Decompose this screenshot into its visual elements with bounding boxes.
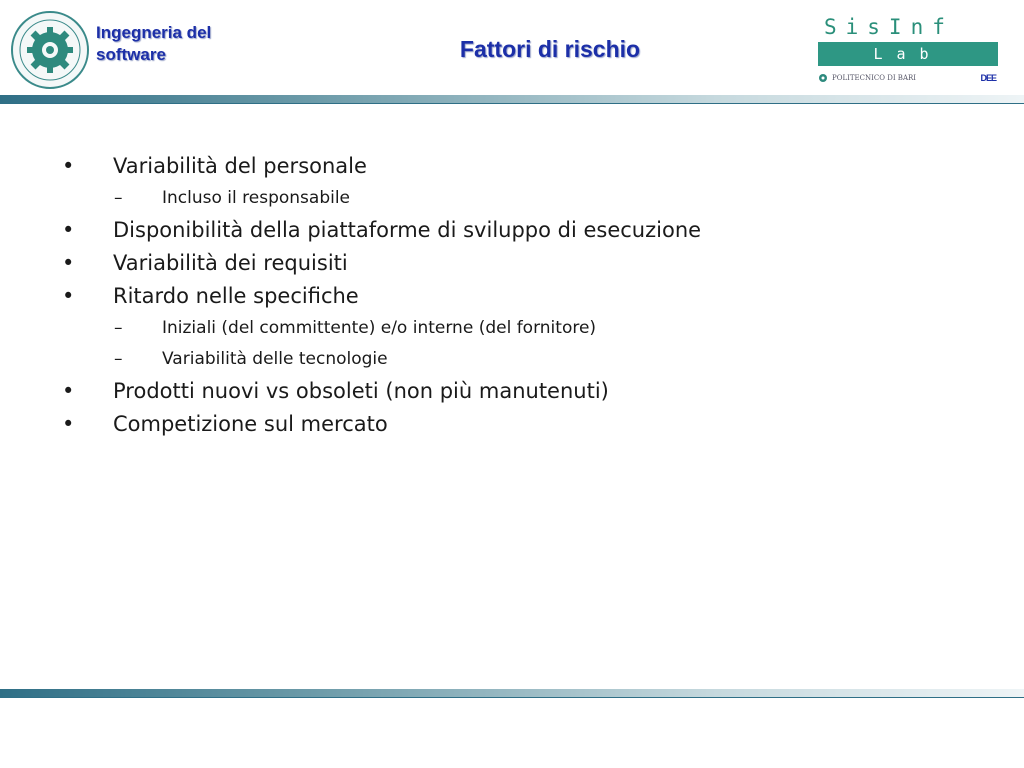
dash-marker: – <box>114 188 123 208</box>
university-seal-logo <box>10 10 90 90</box>
bullet-marker: • <box>62 218 75 242</box>
bullet-marker: • <box>62 251 75 275</box>
slide-title: Fattori di rischio <box>459 36 641 62</box>
sub-bullet-item <box>0 313 1024 344</box>
bullet-marker: • <box>62 284 75 308</box>
bullet-text: Competizione sul mercato <box>113 412 388 436</box>
dash-marker: – <box>114 349 123 369</box>
lab-logo-footer <box>818 72 998 84</box>
sub-bullet-text: Iniziali (del committente) e/o interne (del fornitore) <box>162 318 597 338</box>
bullet-item <box>0 247 1024 280</box>
bullet-item <box>0 214 1024 247</box>
sub-bullet-text: Incluso il responsabile <box>162 188 351 208</box>
slide-content-list <box>0 150 1024 441</box>
dee-logo: DEE <box>980 73 996 83</box>
sub-bullet-item <box>0 183 1024 214</box>
sub-bullet-text: Variabilità delle tecnologie <box>162 349 388 369</box>
bullet-marker: • <box>62 379 75 403</box>
gear-icon <box>818 73 828 83</box>
bullet-item <box>0 280 1024 313</box>
bullet-item <box>0 150 1024 183</box>
bullet-text: Prodotti nuovi vs obsoleti (non più manutenuti) <box>113 379 609 403</box>
footer-divider <box>0 689 1024 698</box>
dash-marker: – <box>114 318 123 338</box>
bullet-text: Variabilità del personale <box>113 154 367 178</box>
lab-logo-band-text: Lab <box>818 42 998 66</box>
bullet-text: Ritardo nelle specifiche <box>113 284 359 308</box>
course-title-line2: software <box>96 45 166 64</box>
bullet-marker: • <box>62 154 75 178</box>
course-title <box>96 22 211 66</box>
bullet-item <box>0 375 1024 408</box>
lab-logo-institution: POLITECNICO DI BARI <box>832 74 917 82</box>
header-divider <box>0 95 1024 104</box>
sisinf-lab-logo <box>818 14 998 84</box>
bullet-item <box>0 408 1024 441</box>
course-title-line1: Ingegneria del <box>96 23 212 42</box>
bullet-text: Disponibilità della piattaforme di sviluppo di esecuzione <box>113 218 702 242</box>
lab-logo-top-text: SisInf <box>824 15 954 39</box>
bullet-marker: • <box>62 412 75 436</box>
sub-bullet-item <box>0 344 1024 375</box>
bullet-text: Variabilità dei requisiti <box>113 251 348 275</box>
